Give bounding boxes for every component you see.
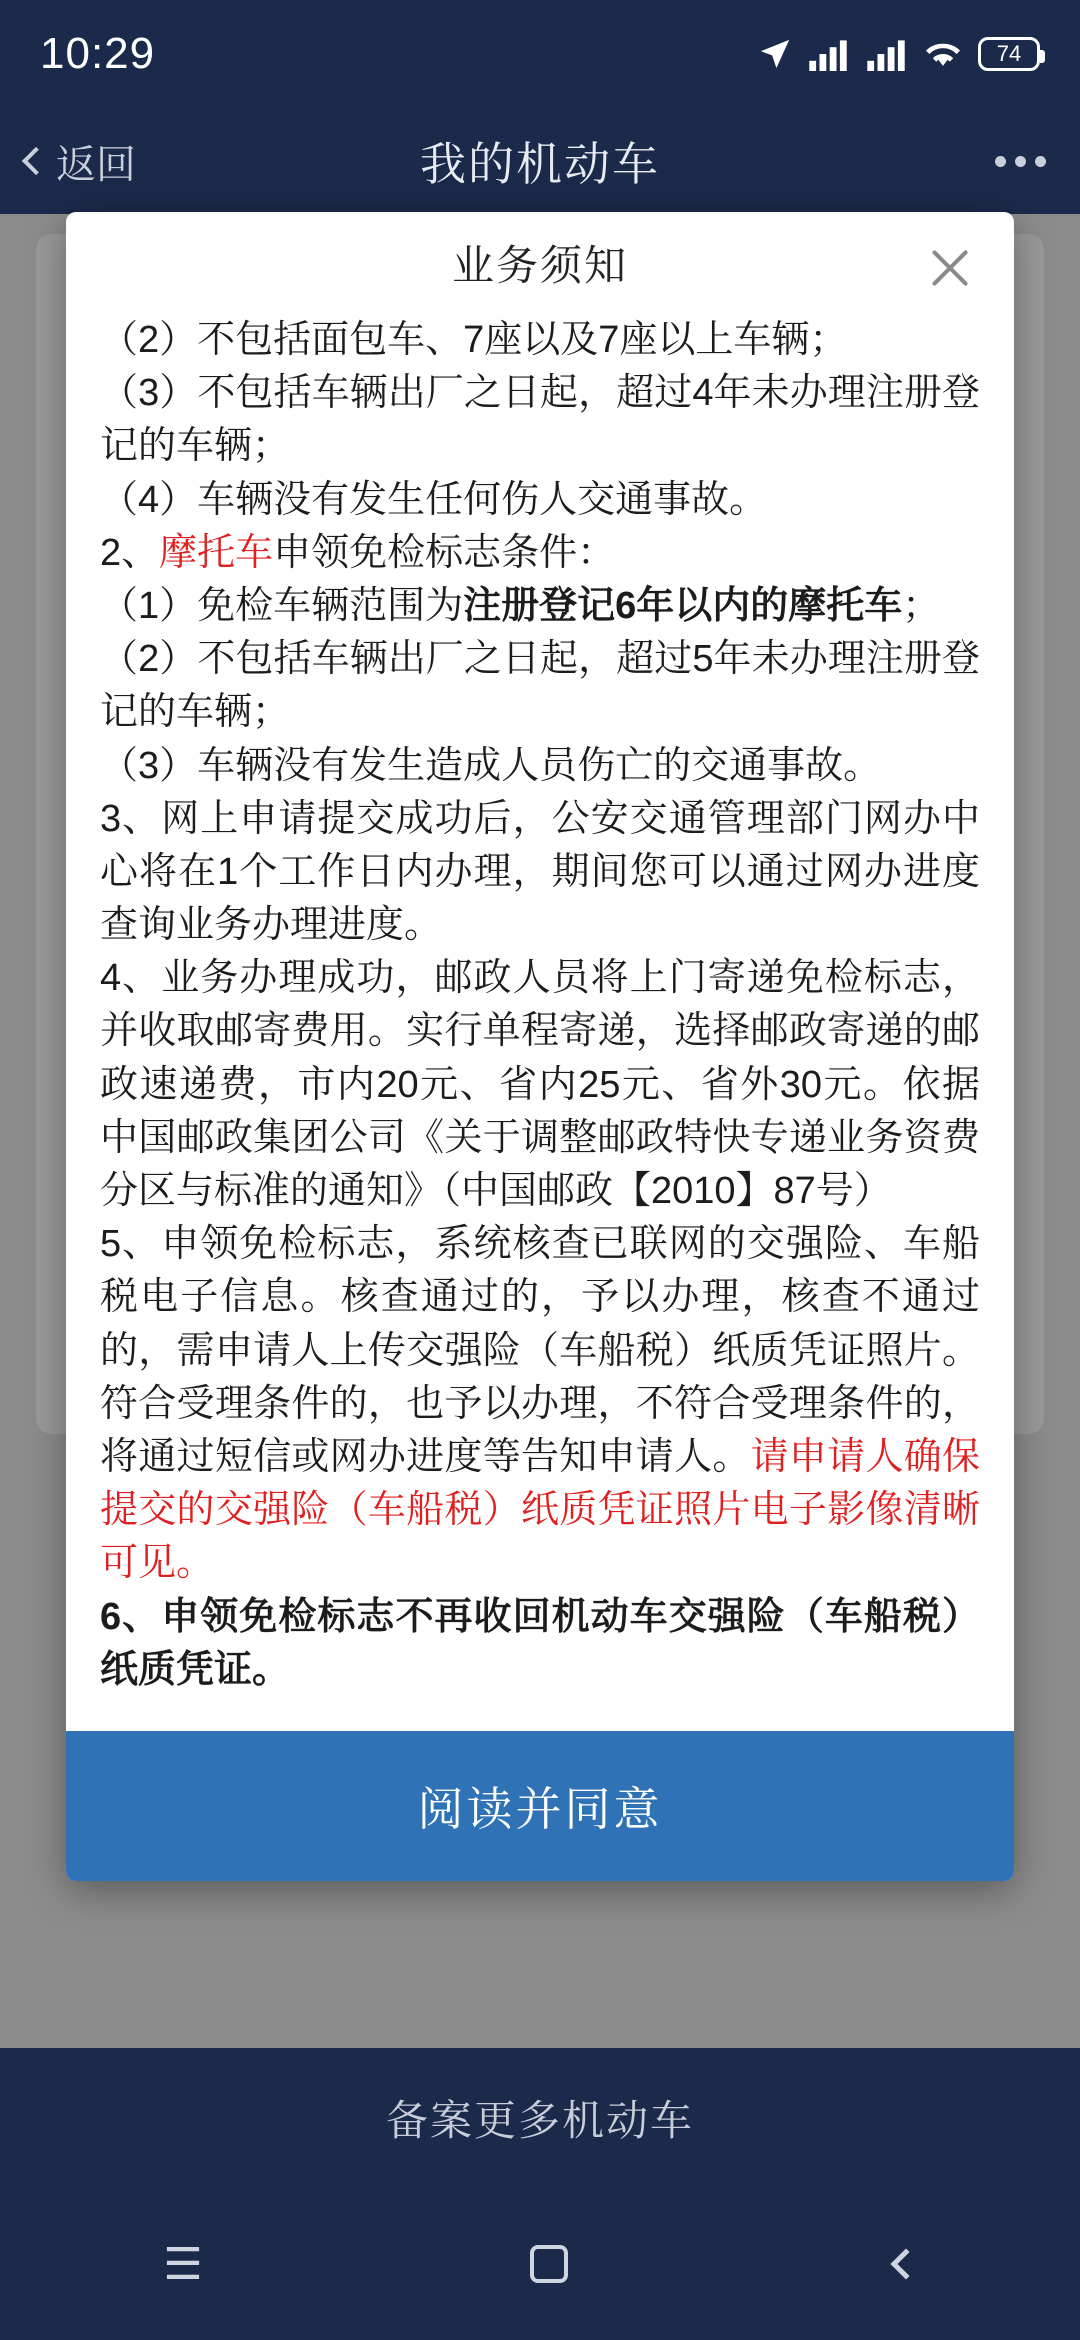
moto-keyword: 摩托车: [159, 531, 274, 574]
back-button-label: 返回: [56, 142, 136, 187]
close-icon[interactable]: [922, 240, 978, 296]
scope-keyword: 注册登记6年以内的摩托车: [463, 584, 903, 627]
page-title: 我的机动车: [420, 138, 660, 190]
scope-suffix: ；: [902, 584, 941, 627]
moto-suffix: 申领免检标志条件：: [273, 531, 616, 574]
dot-icon: [995, 156, 1006, 167]
back-button[interactable]: [0, 133, 136, 190]
add-vehicle-button[interactable]: [0, 2048, 1080, 2188]
dialog-body[interactable]: [66, 314, 1014, 1731]
notice-paragraph: （2）不包括车辆出厂之日起，超过5年未办理注册登记的车辆；: [100, 638, 980, 734]
notice-paragraph: （4）车辆没有发生任何伤人交通事故。: [100, 478, 768, 521]
dot-icon: [1035, 156, 1046, 167]
dialog-header: [66, 212, 1014, 314]
notice-paragraph-scope: [100, 580, 980, 633]
moto-prefix: 2、: [100, 531, 160, 574]
battery-icon: [978, 37, 1040, 71]
status-bar: [0, 0, 1080, 108]
location-icon: [758, 37, 792, 71]
dialog-title: 业务须知: [451, 242, 628, 289]
signal-icon: [864, 37, 908, 71]
android-navigation-bar: [0, 2188, 1080, 2340]
business-notice-dialog: [66, 212, 1014, 1881]
notice-paragraph: （2）不包括面包车、7座以及7座以上车辆；: [100, 319, 848, 361]
insurance-text: 5、申领免检标志，系统核查已联网的交强险、车船税电子信息。核查通过的，予以办理，核查不通过的，需申请人上传交强险（车船税）纸质凭证照片。符合受理条件的，也予以办理，不符合受理条件的，将通过短信或网办进度等告知申请人。: [100, 1223, 980, 1478]
notice-paragraph-final: 6、申领免检标志不再收回机动车交强险（车船税）纸质凭证。: [100, 1595, 980, 1691]
notice-paragraph: （3）不包括车辆出厂之日起，超过4年未办理注册登记的车辆；: [100, 372, 980, 468]
chevron-left-icon: [22, 147, 50, 175]
notice-paragraph: 4、业务办理成功，邮政人员将上门寄递免检标志，并收取邮寄费用。实行单程寄递，选择邮政寄递的邮政速递费，市内20元、省内25元、省外30元。依据中国邮政集团公司《关于调整邮政特快专递业务资费分区与标准的通知》（中国邮政【2010】87号）: [100, 957, 980, 1212]
notice-paragraph-insurance: [100, 1218, 980, 1590]
recents-icon[interactable]: ☰: [163, 2239, 203, 2289]
scope-prefix: （1）免检车辆范围为: [100, 584, 464, 627]
notice-paragraph-motorcycle: [100, 527, 980, 580]
notice-paragraph: 3、网上申请提交成功后，公安交通管理部门网办中心将在1个工作日内办理，期间您可以通过网办进度查询业务办理进度。: [100, 797, 980, 947]
home-icon[interactable]: [530, 2245, 568, 2283]
add-vehicle-label: 备案更多机动车: [385, 2097, 694, 2144]
signal-icon: [806, 37, 850, 71]
wifi-icon: [922, 37, 964, 71]
battery-level: 74: [996, 41, 1022, 66]
notice-paragraph: （3）车辆没有发生造成人员伤亡的交通事故。: [100, 744, 882, 787]
status-icons: [758, 37, 1040, 71]
agree-button-label: 阅读并同意: [417, 1782, 663, 1835]
dot-icon: [1015, 156, 1026, 167]
more-options-button[interactable]: [995, 156, 1046, 167]
agree-button[interactable]: [66, 1731, 1014, 1881]
system-back-icon[interactable]: [890, 2248, 921, 2279]
app-header: [0, 108, 1080, 214]
status-time: 10:29: [40, 29, 156, 78]
insurance-warning: 请申请人确保提交的交强险（车船税）纸质凭证照片电子影像清晰可见。: [100, 1435, 980, 1585]
